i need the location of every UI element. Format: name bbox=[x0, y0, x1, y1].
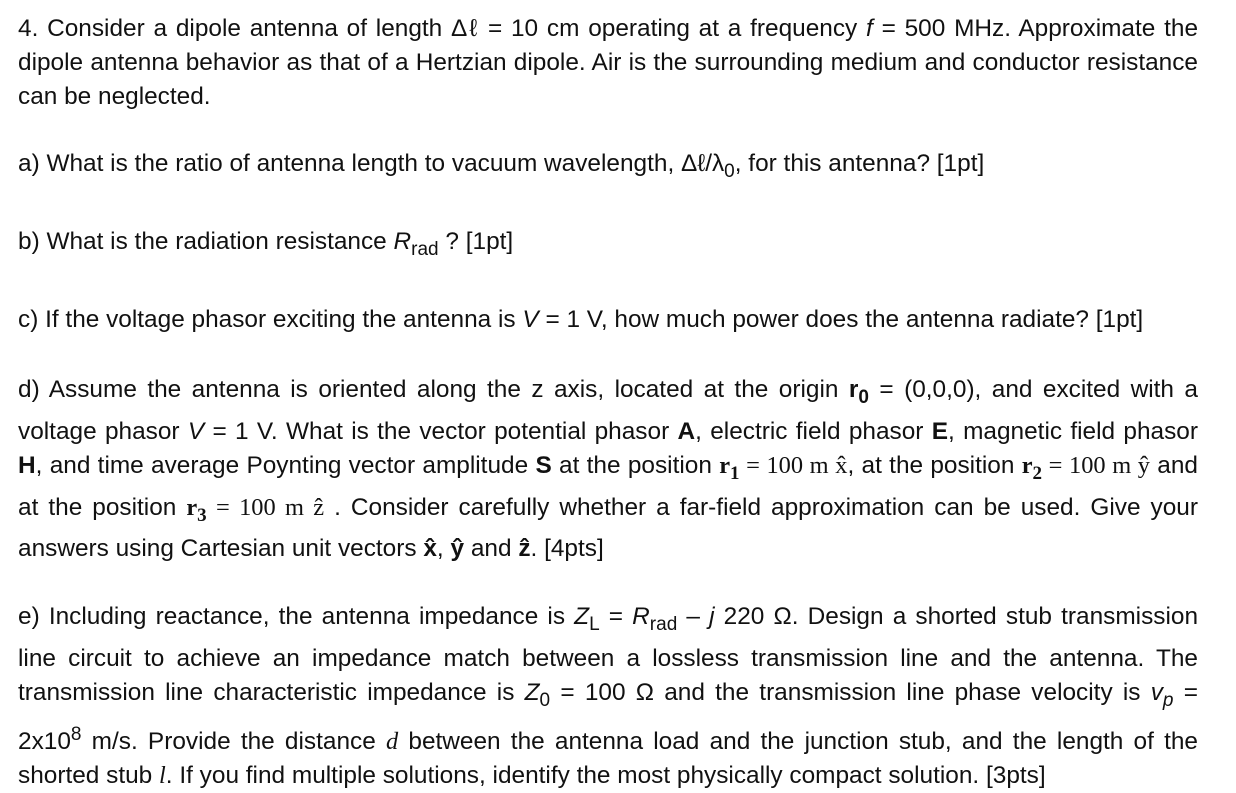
question-d-text: , at the position bbox=[847, 451, 1022, 479]
r3-subscript: 3 bbox=[197, 504, 207, 526]
question-b-text: b) What is the radiation resistance bbox=[18, 227, 394, 255]
question-b-text: ? [1pt] bbox=[438, 227, 514, 255]
question-e-text: – bbox=[677, 603, 710, 631]
voltage-symbol: V bbox=[187, 417, 205, 445]
r3-symbol: r bbox=[186, 493, 198, 521]
distance-symbol: d bbox=[385, 728, 399, 756]
r0-symbol: r bbox=[848, 375, 859, 403]
question-d-text: d) Assume the antenna is oriented along the z axis, located at the origin bbox=[18, 375, 849, 403]
z0-subscript: 0 bbox=[539, 690, 551, 712]
intro-text: 4. Consider a dipole antenna of length bbox=[18, 15, 452, 42]
question-d-text: , and time average Poynting vector amplitude bbox=[35, 451, 536, 479]
exponent: 8 bbox=[70, 724, 82, 746]
intro-text: = 500 MHz. Approximate the dipole antenna behavior as that of a Hertzian dipole. Air is the surrounding medium and conductor resistance can be neglected. bbox=[18, 15, 1199, 110]
imaginary-unit-symbol: j bbox=[709, 603, 715, 631]
question-d-text: . Consider carefully whether a far-field approximation can be used. Give your answers using Cartesian unit vectors bbox=[18, 493, 1198, 563]
question-d-text: , magnetic field phasor bbox=[948, 417, 1198, 445]
question-e bbox=[18, 600, 1198, 793]
r3-value: = 100 m ẑ bbox=[206, 493, 325, 521]
separator-text: , bbox=[436, 535, 451, 563]
lambda-subscript: 0 bbox=[724, 160, 735, 182]
question-e-text: 220 Ω. Design a shorted stub transmission line circuit to achieve an impedance match between a lossless transmission line and the antenna. The transmission line characteristic impedance is bbox=[18, 603, 1199, 707]
question-d-text: , electric field phasor bbox=[695, 417, 932, 445]
question-e-text: e) Including reactance, the antenna impedance is bbox=[18, 603, 575, 631]
r2-value: = 100 m ŷ bbox=[1042, 451, 1150, 479]
question-d-text: = (0,0,0), and excited with a voltage phasor bbox=[18, 375, 1198, 445]
delta-l-symbol: Δℓ bbox=[451, 15, 480, 42]
question-d bbox=[18, 373, 1198, 567]
question-b bbox=[18, 225, 1198, 267]
question-d-text: and at the position bbox=[18, 451, 1198, 521]
r2-symbol: r bbox=[1021, 451, 1033, 479]
y-unit-vector: ŷ bbox=[450, 535, 465, 563]
r0-subscript: 0 bbox=[858, 386, 869, 408]
r2-subscript: 2 bbox=[1032, 462, 1043, 484]
r1-value: = 100 m x̂ bbox=[739, 451, 848, 479]
separator-text: and bbox=[464, 535, 519, 563]
question-c bbox=[18, 303, 1198, 337]
r1-subscript: 1 bbox=[730, 462, 740, 484]
phase-velocity-subscript: p bbox=[1162, 690, 1174, 712]
question-d-text: . [4pts] bbox=[530, 535, 604, 563]
x-unit-vector: x̂ bbox=[423, 535, 437, 563]
electric-field-symbol: E bbox=[931, 417, 948, 445]
z-unit-vector: ẑ bbox=[518, 535, 531, 563]
question-a bbox=[18, 147, 1198, 189]
poynting-symbol: S bbox=[535, 451, 552, 479]
problem-intro bbox=[18, 12, 1198, 114]
question-d-text: = 1 V. What is the vector potential phasor bbox=[204, 417, 678, 445]
question-e-text: = bbox=[599, 603, 633, 631]
frequency-symbol: f bbox=[866, 15, 873, 42]
question-c-text: c) If the voltage phasor exciting the antenna is bbox=[18, 305, 523, 333]
question-e-text: between the antenna load and the junction stub, and the length of the shorted stub bbox=[18, 728, 1198, 790]
intro-text: = 10 cm operating at a frequency bbox=[479, 15, 867, 42]
question-e-text: m/s. Provide the distance bbox=[81, 728, 386, 756]
question-e-text: . If you find multiple solutions, identify the most physically compact solution. [3pts] bbox=[165, 762, 1046, 790]
resistance-symbol: R bbox=[632, 603, 650, 631]
question-e-text: = 100 Ω and the transmission line phase velocity is bbox=[550, 679, 1151, 707]
question-d-text: at the position bbox=[551, 451, 720, 479]
question-e-text: = 2x10 bbox=[18, 679, 1198, 756]
rad-subscript: rad bbox=[649, 614, 678, 636]
resistance-symbol: R bbox=[393, 227, 412, 255]
phase-velocity-symbol: v bbox=[1150, 679, 1163, 707]
r1-symbol: r bbox=[719, 451, 731, 479]
vector-potential-symbol: A bbox=[677, 417, 696, 445]
load-subscript: L bbox=[589, 614, 600, 636]
voltage-symbol: V bbox=[522, 305, 539, 333]
question-a-text: a) What is the ratio of antenna length to vacuum wavelength, bbox=[18, 150, 682, 177]
question-a-text: , for this antenna? [1pt] bbox=[734, 150, 985, 177]
ratio-symbol: Δℓ/λ bbox=[681, 150, 725, 177]
question-c-text: = 1 V, how much power does the antenna radiate? [1pt] bbox=[538, 305, 1144, 333]
stub-length-symbol: l bbox=[159, 762, 166, 790]
load-impedance-symbol: Z bbox=[574, 603, 590, 631]
magnetic-field-symbol: H bbox=[18, 451, 36, 479]
characteristic-impedance-symbol: Z bbox=[524, 679, 540, 707]
rad-subscript: rad bbox=[411, 238, 439, 260]
